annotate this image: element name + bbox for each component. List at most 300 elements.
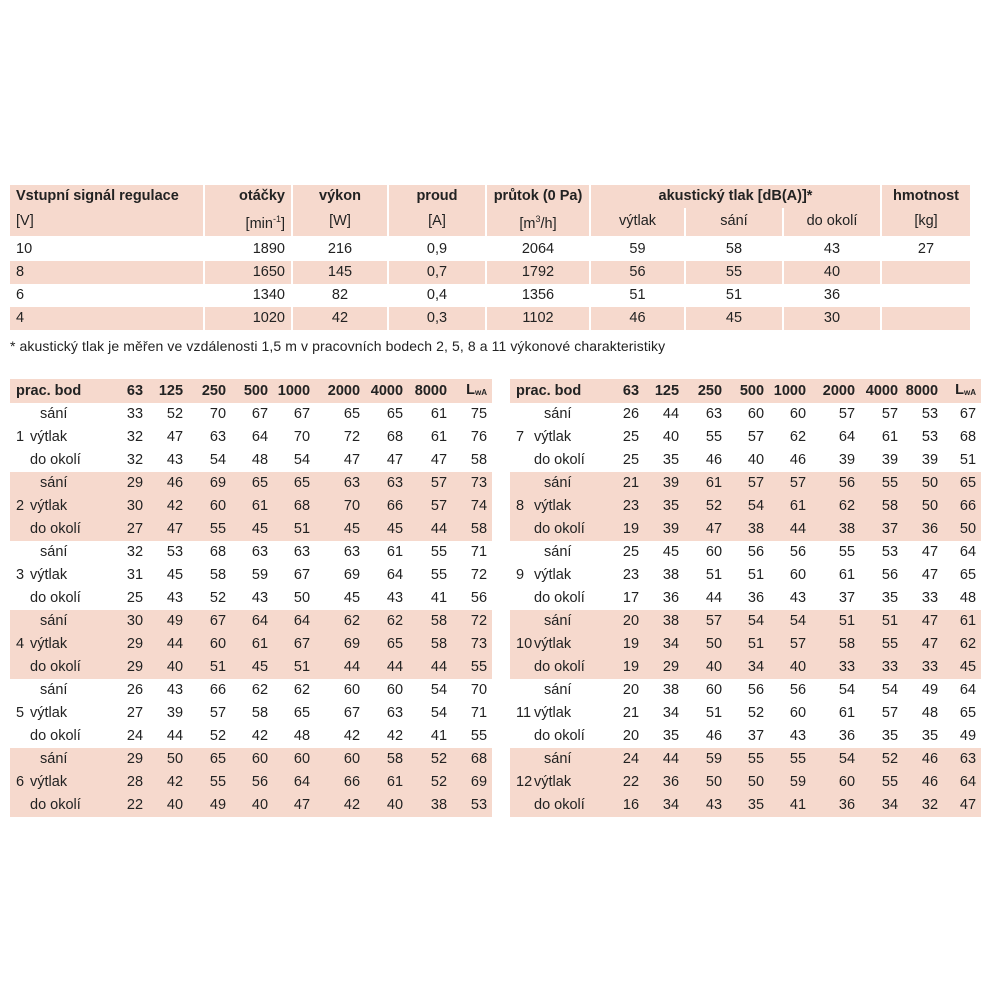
value-cell: 52	[166, 406, 184, 422]
value-cell: 60	[251, 751, 269, 767]
measurement-kind: výtlak	[534, 567, 572, 583]
value-cell: 46	[705, 452, 723, 468]
value-cell: 60	[705, 544, 723, 560]
point-number	[10, 403, 30, 426]
value-cell: 63	[959, 751, 977, 767]
freq-header: 250	[201, 382, 227, 399]
point-number	[10, 610, 30, 633]
value-cell: 58	[251, 705, 269, 721]
value-cell: 55	[838, 544, 856, 560]
point-row	[10, 426, 492, 449]
value-cell: 52	[430, 751, 448, 767]
value-cell: 42	[251, 728, 269, 744]
value-cell: 56	[747, 544, 765, 560]
value-cell: 58	[209, 567, 227, 583]
value-cell: 60	[789, 567, 807, 583]
value-cell: 55	[705, 429, 723, 445]
value-cell: 55	[881, 774, 899, 790]
cell-v: 4	[16, 309, 25, 326]
cell-a: 0,7	[388, 261, 486, 284]
value-cell: 66	[386, 498, 404, 514]
value-cell: 57	[430, 475, 448, 491]
point-row	[10, 518, 492, 541]
measurement-kind: výtlak	[534, 498, 572, 514]
unit-rpm: $[\min^{-1}]$	[204, 208, 292, 237]
point-number	[10, 541, 30, 564]
point-number: 9	[516, 567, 525, 583]
value-cell: 36	[838, 797, 856, 813]
point-row	[510, 771, 981, 794]
unit-power: [W]	[292, 208, 388, 237]
value-cell: 17	[622, 590, 640, 606]
value-cell: 72	[470, 567, 488, 583]
value-cell: 47	[343, 452, 361, 468]
value-cell: 61	[386, 774, 404, 790]
value-cell: 65	[386, 406, 404, 422]
points-header-row	[10, 379, 492, 403]
point-row	[10, 771, 492, 794]
value-cell: 65	[959, 475, 977, 491]
points-label: prac. bod	[16, 382, 82, 399]
point-row	[510, 472, 981, 495]
spec-row	[10, 261, 970, 284]
footnote: * akustický tlak je měřen ve vzdálenosti 1,5 m v pracovních bodech 2, 5, 8 a 11 výkonové charakteristiky	[10, 338, 666, 354]
value-cell: 68	[959, 429, 977, 445]
value-cell: 55	[209, 521, 227, 537]
value-cell: 66	[209, 682, 227, 698]
value-cell: 51	[209, 659, 227, 675]
value-cell: 25	[126, 590, 144, 606]
value-cell: 63	[705, 406, 723, 422]
point-row	[510, 449, 981, 472]
value-cell: 51	[881, 613, 899, 629]
value-cell: 34	[747, 659, 765, 675]
value-cell: 39	[838, 452, 856, 468]
value-cell: 53	[166, 544, 184, 560]
point-number	[510, 656, 534, 679]
sub-outlet: výtlak	[590, 208, 685, 237]
value-cell: 52	[209, 590, 227, 606]
value-cell: 51	[959, 452, 977, 468]
value-cell: 53	[921, 429, 939, 445]
value-cell: 42	[386, 728, 404, 744]
measurement-kind: sání	[544, 751, 572, 767]
value-cell: 35	[747, 797, 765, 813]
header-row-1	[10, 185, 970, 208]
measurement-kind: do okolí	[30, 590, 81, 606]
point-row	[510, 679, 981, 702]
value-cell: 32	[126, 452, 144, 468]
point-number	[510, 610, 534, 633]
value-cell: 42	[343, 728, 361, 744]
point-row	[510, 426, 981, 449]
cell-in: 55	[685, 261, 783, 284]
value-cell: 70	[209, 406, 227, 422]
point-number	[10, 725, 30, 748]
value-cell: 38	[430, 797, 448, 813]
header-power: výkon	[292, 185, 388, 208]
point-row	[510, 587, 981, 610]
value-cell: 73	[470, 636, 488, 652]
value-cell: 44	[343, 659, 361, 675]
value-cell: 40	[705, 659, 723, 675]
value-cell: 54	[838, 751, 856, 767]
cell-kg	[881, 307, 970, 330]
point-number	[510, 403, 534, 426]
measurement-kind: sání	[40, 544, 68, 560]
sub-inlet: sání	[685, 208, 783, 237]
value-cell: 61	[386, 544, 404, 560]
value-cell: 62	[251, 682, 269, 698]
value-cell: 65	[959, 705, 977, 721]
value-cell: 60	[209, 636, 227, 652]
measurement-kind: sání	[544, 406, 572, 422]
value-cell: 57	[705, 613, 723, 629]
header-acoustic: akustický tlak [dB(A)]*	[590, 185, 881, 208]
point-row	[10, 495, 492, 518]
value-cell: 55	[430, 567, 448, 583]
point-number	[510, 472, 534, 495]
value-cell: 63	[343, 544, 361, 560]
point-number	[510, 748, 534, 771]
value-cell: 45	[343, 521, 361, 537]
cell-flow: 2064	[486, 237, 590, 261]
point-row	[510, 495, 981, 518]
value-cell: 67	[293, 636, 311, 652]
freq-header: 125	[654, 382, 680, 399]
freq-header: 63	[126, 382, 144, 399]
value-cell: 46	[166, 475, 184, 491]
value-cell: 70	[470, 682, 488, 698]
value-cell: 55	[470, 728, 488, 744]
value-cell: 51	[705, 705, 723, 721]
measurement-kind: do okolí	[534, 797, 585, 813]
value-cell: 29	[126, 659, 144, 675]
value-cell: 47	[705, 521, 723, 537]
point-number: 4	[16, 636, 25, 652]
value-cell: 59	[705, 751, 723, 767]
value-cell: 68	[470, 751, 488, 767]
freq-header: 500	[243, 382, 269, 399]
point-number: 5	[16, 705, 25, 721]
value-cell: 61	[838, 705, 856, 721]
value-cell: 29	[126, 475, 144, 491]
value-cell: 64	[251, 429, 269, 445]
value-cell: 40	[747, 452, 765, 468]
value-cell: 59	[789, 774, 807, 790]
cell-out: 51	[590, 284, 685, 307]
value-cell: 67	[293, 406, 311, 422]
value-cell: 61	[430, 429, 448, 445]
measurement-kind: sání	[40, 406, 68, 422]
value-cell: 64	[386, 567, 404, 583]
value-cell: 47	[386, 452, 404, 468]
measurement-kind: sání	[544, 544, 572, 560]
value-cell: 66	[959, 498, 977, 514]
value-cell: 25	[622, 452, 640, 468]
value-cell: 56	[789, 682, 807, 698]
value-cell: 66	[343, 774, 361, 790]
unit-signal: [V]	[10, 208, 204, 237]
cell-a: 0,3	[388, 307, 486, 330]
value-cell: 35	[921, 728, 939, 744]
measurement-kind: sání	[544, 682, 572, 698]
measurement-kind: sání	[40, 751, 68, 767]
value-cell: 40	[166, 797, 184, 813]
value-cell: 36	[662, 590, 680, 606]
value-cell: 71	[470, 705, 488, 721]
value-cell: 26	[622, 406, 640, 422]
measurement-kind: sání	[40, 613, 68, 629]
value-cell: 72	[470, 613, 488, 629]
value-cell: 33	[838, 659, 856, 675]
measurement-kind: sání	[40, 682, 68, 698]
value-cell: 44	[662, 751, 680, 767]
value-cell: 60	[293, 751, 311, 767]
value-cell: 24	[622, 751, 640, 767]
value-cell: 32	[126, 544, 144, 560]
value-cell: 52	[881, 751, 899, 767]
value-cell: 63	[343, 475, 361, 491]
value-cell: 41	[789, 797, 807, 813]
value-cell: 49	[921, 682, 939, 698]
value-cell: 44	[386, 659, 404, 675]
value-cell: 20	[622, 613, 640, 629]
value-cell: 58	[838, 636, 856, 652]
value-cell: 61	[251, 498, 269, 514]
point-row	[10, 541, 492, 564]
value-cell: 54	[209, 452, 227, 468]
point-row	[510, 656, 981, 679]
point-number	[10, 679, 30, 702]
value-cell: 23	[622, 498, 640, 514]
cell-rpm: 1020	[204, 307, 292, 330]
value-cell: 60	[789, 705, 807, 721]
value-cell: 50	[166, 751, 184, 767]
value-cell: 46	[789, 452, 807, 468]
value-cell: 59	[251, 567, 269, 583]
value-cell: 54	[430, 705, 448, 721]
point-number	[510, 541, 534, 564]
cell-w: 145	[292, 261, 388, 284]
value-cell: 58	[386, 751, 404, 767]
point-number	[10, 449, 30, 472]
point-number	[510, 794, 534, 817]
value-cell: 44	[789, 521, 807, 537]
cell-out: 59	[590, 237, 685, 261]
unit-current: [A]	[388, 208, 486, 237]
cell-rpm: 1890	[204, 237, 292, 261]
value-cell: 33	[126, 406, 144, 422]
value-cell: 35	[881, 590, 899, 606]
measurement-kind: sání	[40, 475, 68, 491]
cell-rpm: 1340	[204, 284, 292, 307]
value-cell: 64	[293, 613, 311, 629]
value-cell: 34	[662, 636, 680, 652]
value-cell: 54	[789, 613, 807, 629]
value-cell: 61	[838, 567, 856, 583]
value-cell: 44	[430, 521, 448, 537]
value-cell: 74	[470, 498, 488, 514]
value-cell: 69	[470, 774, 488, 790]
point-row	[10, 794, 492, 817]
measurement-kind: výtlak	[30, 636, 68, 652]
value-cell: 56	[789, 544, 807, 560]
measurement-kind: do okolí	[30, 452, 81, 468]
value-cell: 63	[386, 475, 404, 491]
value-cell: 57	[209, 705, 227, 721]
value-cell: 44	[430, 659, 448, 675]
point-number: 3	[16, 567, 25, 583]
value-cell: 54	[881, 682, 899, 698]
value-cell: 50	[747, 774, 765, 790]
value-cell: 60	[343, 682, 361, 698]
header-row-2	[10, 208, 970, 237]
value-cell: 29	[662, 659, 680, 675]
value-cell: 29	[126, 636, 144, 652]
value-cell: 43	[166, 682, 184, 698]
value-cell: 55	[747, 751, 765, 767]
cell-in: 58	[685, 237, 783, 261]
value-cell: 44	[705, 590, 723, 606]
value-cell: 21	[622, 475, 640, 491]
point-number: 7	[516, 429, 525, 445]
value-cell: 19	[622, 659, 640, 675]
value-cell: 65	[343, 406, 361, 422]
value-cell: 36	[662, 774, 680, 790]
point-row	[510, 610, 981, 633]
cell-v: 10	[16, 240, 33, 257]
value-cell: 62	[959, 636, 977, 652]
cell-kg	[881, 261, 970, 284]
value-cell: 35	[662, 452, 680, 468]
value-cell: 69	[209, 475, 227, 491]
lwa-header: $L_{wA}$	[955, 382, 977, 398]
cell-flow: 1102	[486, 307, 590, 330]
value-cell: 65	[251, 475, 269, 491]
point-number	[10, 587, 30, 610]
point-row	[10, 633, 492, 656]
value-cell: 34	[662, 797, 680, 813]
value-cell: 43	[386, 590, 404, 606]
value-cell: 38	[838, 521, 856, 537]
value-cell: 63	[209, 429, 227, 445]
value-cell: 35	[662, 728, 680, 744]
value-cell: 47	[166, 429, 184, 445]
value-cell: 20	[622, 728, 640, 744]
measurement-kind: výtlak	[534, 774, 572, 790]
value-cell: 64	[293, 774, 311, 790]
freq-header: 2000	[822, 382, 856, 399]
value-cell: 62	[343, 613, 361, 629]
value-cell: 56	[881, 567, 899, 583]
value-cell: 54	[430, 682, 448, 698]
value-cell: 54	[293, 452, 311, 468]
measurement-kind: do okolí	[534, 452, 585, 468]
value-cell: 45	[166, 567, 184, 583]
point-number	[510, 449, 534, 472]
value-cell: 55	[209, 774, 227, 790]
main-spec-table	[10, 185, 970, 330]
value-cell: 61	[251, 636, 269, 652]
value-cell: 45	[662, 544, 680, 560]
value-cell: 45	[251, 659, 269, 675]
point-row	[10, 449, 492, 472]
cell-v: 8	[16, 263, 25, 280]
value-cell: 61	[959, 613, 977, 629]
value-cell: 39	[166, 705, 184, 721]
cell-sur: 43	[783, 237, 881, 261]
value-cell: 70	[293, 429, 311, 445]
value-cell: 46	[705, 728, 723, 744]
unit-flow: $[m^3/h]$	[486, 208, 590, 237]
value-cell: 23	[622, 567, 640, 583]
value-cell: 56	[470, 590, 488, 606]
point-number	[10, 748, 30, 771]
value-cell: 65	[386, 636, 404, 652]
value-cell: 55	[881, 475, 899, 491]
freq-header: 8000	[414, 382, 448, 399]
value-cell: 46	[921, 774, 939, 790]
value-cell: 20	[622, 682, 640, 698]
cell-in: 51	[685, 284, 783, 307]
value-cell: 19	[622, 521, 640, 537]
value-cell: 48	[251, 452, 269, 468]
value-cell: 50	[959, 521, 977, 537]
value-cell: 47	[166, 521, 184, 537]
measurement-kind: výtlak	[534, 429, 572, 445]
freq-header: 2000	[327, 382, 361, 399]
freq-header: 4000	[865, 382, 899, 399]
value-cell: 76	[470, 429, 488, 445]
value-cell: 63	[251, 544, 269, 560]
value-cell: 39	[662, 475, 680, 491]
value-cell: 43	[789, 590, 807, 606]
value-cell: 51	[747, 567, 765, 583]
measurement-kind: výtlak	[30, 567, 68, 583]
header-signal: Vstupní signál regulace	[16, 188, 179, 204]
value-cell: 47	[921, 567, 939, 583]
value-cell: 51	[705, 567, 723, 583]
value-cell: 37	[838, 590, 856, 606]
value-cell: 40	[251, 797, 269, 813]
value-cell: 58	[470, 521, 488, 537]
value-cell: 68	[209, 544, 227, 560]
value-cell: 62	[293, 682, 311, 698]
value-cell: 51	[293, 521, 311, 537]
value-cell: 58	[430, 636, 448, 652]
value-cell: 55	[430, 544, 448, 560]
value-cell: 50	[921, 475, 939, 491]
value-cell: 45	[386, 521, 404, 537]
value-cell: 40	[386, 797, 404, 813]
sub-surround: do okolí	[783, 208, 881, 237]
point-row	[510, 794, 981, 817]
cell-rpm: 1650	[204, 261, 292, 284]
value-cell: 64	[251, 613, 269, 629]
points-table-left	[10, 379, 492, 817]
value-cell: 48	[293, 728, 311, 744]
value-cell: 34	[662, 705, 680, 721]
value-cell: 67	[209, 613, 227, 629]
value-cell: 64	[959, 544, 977, 560]
point-row	[10, 472, 492, 495]
value-cell: 25	[622, 544, 640, 560]
point-number: 2	[16, 498, 25, 514]
value-cell: 47	[959, 797, 977, 813]
header-rpm: otáčky	[204, 185, 292, 208]
measurement-kind: do okolí	[534, 521, 585, 537]
